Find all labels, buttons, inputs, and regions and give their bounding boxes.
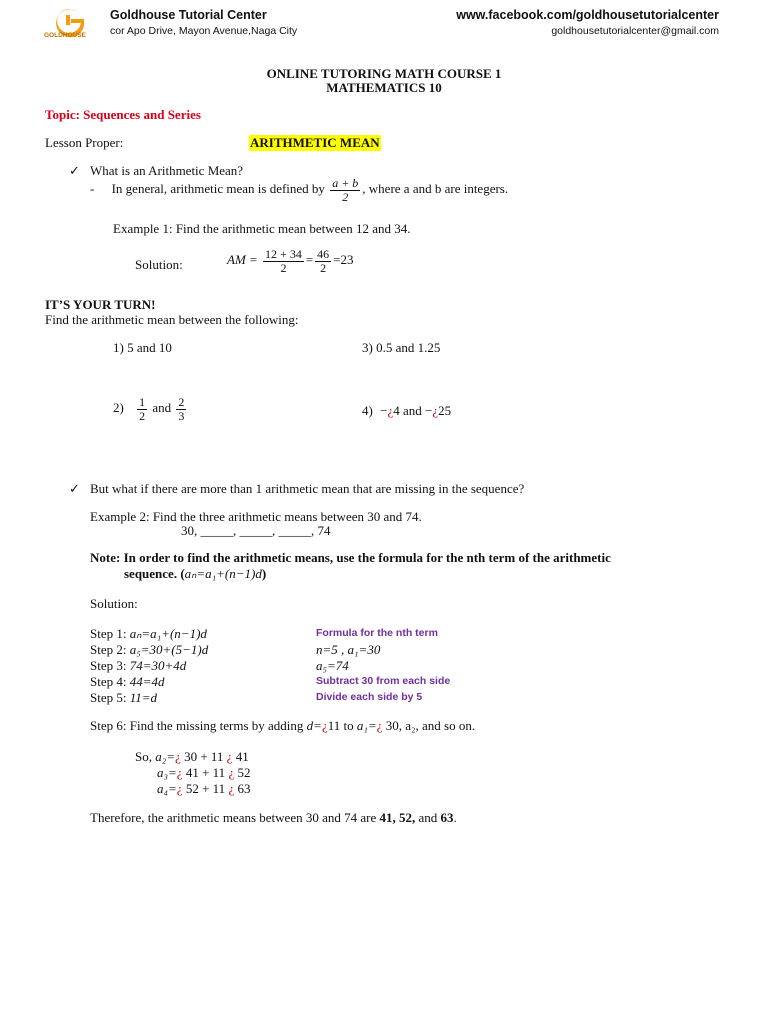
center-name: Goldhouse Tutorial Center <box>110 8 267 22</box>
conclusion-and: and <box>418 810 438 825</box>
page-title-line2: MATHEMATICS 10 <box>326 80 442 95</box>
problem-2-label: 2) <box>113 400 124 416</box>
so-prefix: So, <box>135 749 152 764</box>
frac1-den: 2 <box>280 260 287 275</box>
center-address: cor Apo Drive, Mayon Avenue,Naga City <box>110 25 298 37</box>
definition-den: 2 <box>342 189 349 204</box>
step6-mid: 11 to <box>327 718 354 733</box>
note-line-1: Note: In order to find the arithmetic means, use the formula for the nth term of the arithmetic <box>90 550 611 565</box>
step-math: a₅=30+(5−1)d <box>129 642 209 657</box>
solution-1-label: Solution: <box>135 257 183 272</box>
conclusion-end: . <box>453 810 457 825</box>
definition-pre: In general, arithmetic mean is defined by <box>111 181 325 197</box>
step-note: a₅=74 <box>316 658 349 673</box>
so-w: ¿ <box>175 749 181 764</box>
step6-a1: a₁= <box>356 718 377 733</box>
conclusion-v2: 63 <box>440 810 454 825</box>
p4-t1: − <box>380 403 388 418</box>
so-w: ¿ <box>176 765 183 780</box>
step-row <box>90 658 186 674</box>
step-row <box>90 626 207 642</box>
definition-num: a + b <box>332 176 359 190</box>
conclusion-v1: 41, 52, <box>379 810 416 825</box>
step-math: 74=30+4d <box>129 658 187 673</box>
lesson-title: ARITHMETIC MEAN <box>250 135 380 150</box>
your-turn-heading: IT’S YOUR TURN! <box>45 297 156 312</box>
step-row <box>90 674 165 690</box>
step6-pre: Step 6: Find the missing terms by adding <box>90 718 304 733</box>
note-line2-post: ) <box>261 566 267 581</box>
step-math: 11=d <box>129 690 158 705</box>
solution-2-label: Solution: <box>90 596 138 611</box>
question-1: What is an Arithmetic Mean? <box>90 163 244 178</box>
so-line <box>157 781 250 797</box>
problem-4 <box>362 403 451 419</box>
so-res: 63 <box>237 781 251 796</box>
conclusion-pre: Therefore, the arithmetic means between 30 and 74 are <box>90 810 377 825</box>
note-line2-pre: sequence. ( <box>124 566 185 581</box>
note-formula: aₙ=a₁+(n−1)d <box>184 566 262 581</box>
formula-frac-1 <box>263 248 304 274</box>
dash: - <box>90 181 95 197</box>
topic-heading: Topic: Sequences and Series <box>45 107 201 122</box>
problem-2-frac-b <box>176 396 186 422</box>
problem-2 <box>113 396 188 422</box>
p2b-den: 3 <box>178 408 185 423</box>
so-lhs: a₄= <box>157 781 177 796</box>
so-w2: ¿ <box>228 765 235 780</box>
eq1: = <box>305 252 314 268</box>
step-note: n=5 , a₁=30 <box>316 642 381 657</box>
step-label: Step 2: <box>90 642 127 657</box>
definition-fraction <box>330 177 360 203</box>
example-2: Example 2: Find the three arithmetic means between 30 and 74. <box>90 509 422 524</box>
so-expr: 41 + 11 <box>185 765 226 780</box>
step6-w: ¿ <box>321 718 328 733</box>
logo-text: GOLDHOUSE <box>44 32 86 39</box>
step-label: Step 4: <box>90 674 127 689</box>
p4-w2: ¿ <box>432 403 439 418</box>
step-6 <box>90 718 475 734</box>
so-w: ¿ <box>176 781 183 796</box>
step-label: Step 1: <box>90 626 127 641</box>
problem-2-frac-a <box>137 396 147 422</box>
email-link[interactable]: goldhousetutorialcenter@gmail.com <box>551 25 719 37</box>
step6-d: d= <box>306 718 322 733</box>
step-row <box>90 690 157 706</box>
checkmark-icon: ✓ <box>69 163 80 178</box>
step-math: aₙ=a₁+(n−1)d <box>129 626 207 641</box>
step-row <box>90 642 208 658</box>
so-w2: ¿ <box>226 749 233 764</box>
so-res: 41 <box>235 749 249 764</box>
so-w2: ¿ <box>228 781 235 796</box>
p2a-num: 1 <box>139 395 146 409</box>
p2-and: and <box>152 400 172 416</box>
step-label: Step 5: <box>90 690 127 705</box>
am-label: AM = <box>227 252 258 268</box>
so-res: 52 <box>237 765 251 780</box>
facebook-link[interactable]: www.facebook.com/goldhousetutorialcenter <box>456 8 719 22</box>
step-note: Divide each side by 5 <box>316 691 423 703</box>
p4-t2: 4 and − <box>393 403 433 418</box>
p4-t3: 25 <box>438 403 452 418</box>
p2a-den: 2 <box>139 408 146 423</box>
step-note: Subtract 30 from each side <box>316 675 451 687</box>
question-2: But what if there are more than 1 arithmetic mean that are missing in the sequence? <box>90 481 525 496</box>
p4-w1: ¿ <box>387 403 394 418</box>
your-turn-instruction: Find the arithmetic mean between the following: <box>45 312 299 327</box>
definition-line <box>90 177 508 203</box>
so-lhs: a₃= <box>157 765 177 780</box>
step-note: Formula for the nth term <box>316 627 438 639</box>
solution-1-formula <box>227 248 354 274</box>
conclusion <box>90 810 457 826</box>
so-line <box>157 765 250 781</box>
step6-post: 30, a₂, and so on. <box>385 718 476 733</box>
page-title-line1: ONLINE TUTORING MATH COURSE 1 <box>266 66 502 81</box>
step-label: Step 3: <box>90 658 127 673</box>
problem-3: 3) 0.5 and 1.25 <box>362 340 441 355</box>
frac2-den: 2 <box>320 260 327 275</box>
so-expr: 52 + 11 <box>185 781 226 796</box>
logo <box>44 6 96 42</box>
so-line <box>135 749 249 765</box>
frac1-num: 12 + 34 <box>265 247 302 261</box>
step6-w2: ¿ <box>376 718 383 733</box>
eq2: =23 <box>333 252 354 268</box>
problem-4-label: 4) <box>362 403 373 418</box>
step-math: 44=4d <box>129 674 165 689</box>
problem-1: 1) 5 and 10 <box>113 340 172 355</box>
example-2-sequence: 30, _____, _____, _____, 74 <box>181 523 331 538</box>
so-expr: 30 + 11 <box>184 749 224 764</box>
example-1: Example 1: Find the arithmetic mean between 12 and 34. <box>113 221 411 236</box>
p2b-num: 2 <box>178 395 185 409</box>
definition-post: , where a and b are integers. <box>362 181 509 197</box>
formula-frac-2 <box>315 248 331 274</box>
note-line-2 <box>124 566 266 582</box>
so-lhs: a₂= <box>155 749 176 764</box>
frac2-num: 46 <box>317 247 330 261</box>
lesson-label: Lesson Proper: <box>45 135 124 150</box>
checkmark-icon-2: ✓ <box>69 481 80 496</box>
